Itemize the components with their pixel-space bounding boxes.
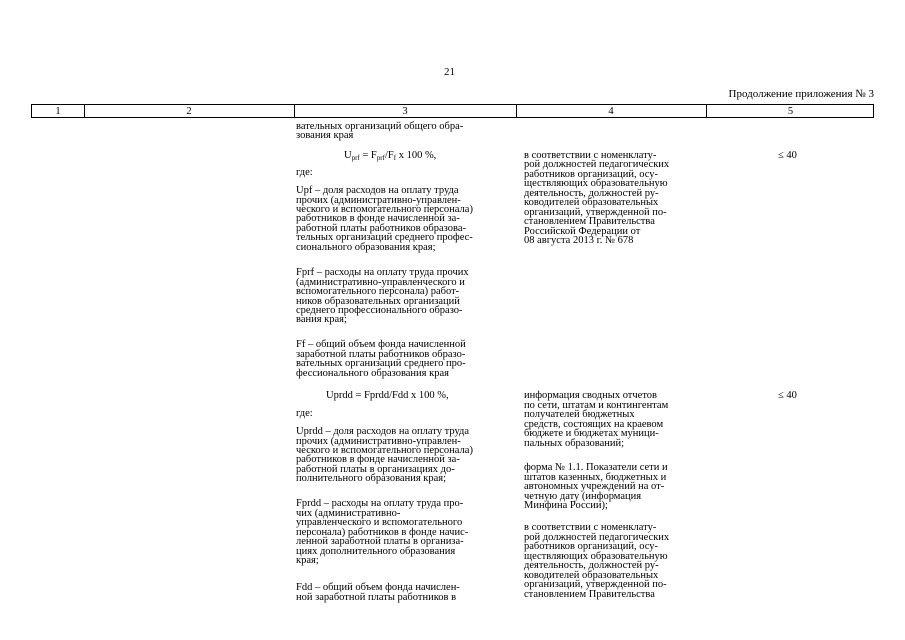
col4-line: ществляющих образовательную	[524, 551, 668, 562]
col4-line: организаций, утвержденной по-	[524, 579, 667, 590]
col4-line: получателей бюджетных	[524, 409, 635, 420]
col4-line: рой должностей педагогических	[524, 159, 670, 170]
col4-line: в соответствии с номенклату-	[524, 150, 657, 161]
col4-line: штатов казенных, бюджетных и	[524, 472, 667, 483]
col3-line: края;	[296, 555, 319, 566]
col3-line: ческого и вспомогательного персонала)	[296, 204, 473, 215]
col4-line: ществляющих образовательную	[524, 178, 668, 189]
col4-line: работников организаций, осу-	[524, 541, 658, 552]
page-number: 21	[444, 66, 455, 78]
col3-line: ческого и вспомогательного персонала)	[296, 445, 473, 456]
col4-line: рой должностей педагогических	[524, 532, 670, 543]
col4-line: Минфина России);	[524, 500, 608, 511]
header-cell-5: 5	[787, 106, 794, 117]
col4-line: бюджете и бюджетах муници-	[524, 428, 659, 439]
col4-line: организаций, утвержденной по-	[524, 207, 667, 218]
col3-line: полнительного образования края;	[296, 473, 447, 484]
col4-line: по сети, штатам и контингентам	[524, 400, 669, 411]
col4-line: в соответствии с номенклату-	[524, 522, 657, 533]
col5-value: ≤ 40	[778, 150, 797, 161]
col3-line: среднего профессионального образо-	[296, 305, 463, 316]
col3-line: (административно-управленческого и	[296, 277, 465, 288]
col4-line: автономных учреждений на от-	[524, 481, 665, 492]
col3-line: вспомогательного персонала) работ-	[296, 286, 460, 297]
header-cell-3: 3	[402, 106, 408, 117]
col3-line: чих (административно-	[296, 508, 401, 519]
col3-line: работной платы работников образова-	[296, 223, 466, 234]
col4-line: работников организаций, осу-	[524, 169, 658, 180]
col3-line: зования края	[296, 130, 354, 141]
col3-line: работников в фонде начисленной за-	[296, 454, 460, 465]
col3-line: где:	[296, 408, 313, 419]
col3-line: сионального образования края;	[296, 242, 436, 253]
col3-line: циях дополнительного образования	[296, 546, 456, 557]
col3-line: персонала) работников в фонде начис-	[296, 527, 469, 538]
col3-line: ной заработной платы работников в	[296, 592, 457, 603]
col5-value: ≤ 40	[778, 390, 797, 401]
header-cell-2: 2	[186, 106, 192, 117]
col3-line: Upf – доля расходов на оплату труда	[296, 185, 459, 196]
col3-line: тельных организаций среднего профес-	[296, 232, 473, 243]
col3-line: вательных организаций общего обра-	[296, 121, 464, 132]
col3-line: Fprdd – расходы на оплату труда про-	[296, 498, 464, 509]
col3-line: вания края;	[296, 314, 347, 325]
col3-line: фессионального образования края	[296, 368, 449, 379]
col3-line: Uprdd – доля расходов на оплату труда	[296, 426, 470, 437]
col3-line: вательных организаций среднего про-	[296, 358, 466, 369]
col3-line: работной платы в организациях до-	[296, 464, 455, 475]
col4-line: ководителей образовательных	[524, 197, 659, 208]
col3-line: управленческого и вспомогательного	[296, 517, 463, 528]
col4-line: 08 августа 2013 г. № 678	[524, 235, 634, 246]
col3-line: Ff – общий объем фонда начисленной	[296, 339, 466, 350]
formula-uprdd: Uprdd = Fprdd/Fdd x 100 %,	[326, 390, 449, 401]
col3-line: Fdd – общий объем фонда начислен-	[296, 582, 460, 593]
header-cell-4: 4	[608, 106, 614, 117]
col4-line: средств, состоящих на краевом	[524, 419, 664, 430]
col4-line: ководителей образовательных	[524, 570, 659, 581]
col4-line: деятельность, должностей ру-	[524, 188, 659, 199]
header-cell-1: 1	[55, 106, 61, 117]
col4-line: форма № 1.1. Показатели сети и	[524, 462, 668, 473]
col3-line: работников в фонде начисленной за-	[296, 213, 460, 224]
col4-line: информация сводных отчетов	[524, 390, 657, 401]
col3-line: где:	[296, 167, 313, 178]
col4-line: четную дату (информация	[524, 491, 642, 502]
table-header-row	[31, 104, 874, 118]
col3-line: прочих (административно-управлен-	[296, 436, 461, 447]
col3-line: прочих (административно-управлен-	[296, 195, 461, 206]
col4-line: деятельность, должностей ру-	[524, 560, 659, 571]
col3-line: ленной заработной платы в организа-	[296, 536, 464, 547]
col4-line: Российской Федерации от	[524, 226, 641, 237]
col4-line: пальных образований;	[524, 438, 625, 449]
col4-line: становлением Правительства	[524, 589, 655, 600]
col3-line: заработной платы работников образо-	[296, 349, 466, 360]
col3-line: ников образовательных организаций	[296, 296, 460, 307]
formula-upf: $U_{prf} = F_{prf}/F_f$ x 100 %,	[344, 150, 437, 162]
col3-line: Fprf – расходы на оплату труда прочих	[296, 267, 469, 278]
col4-line: становлением Правительства	[524, 216, 655, 227]
annex-continuation-title: Продолжение приложения № 3	[728, 88, 874, 100]
